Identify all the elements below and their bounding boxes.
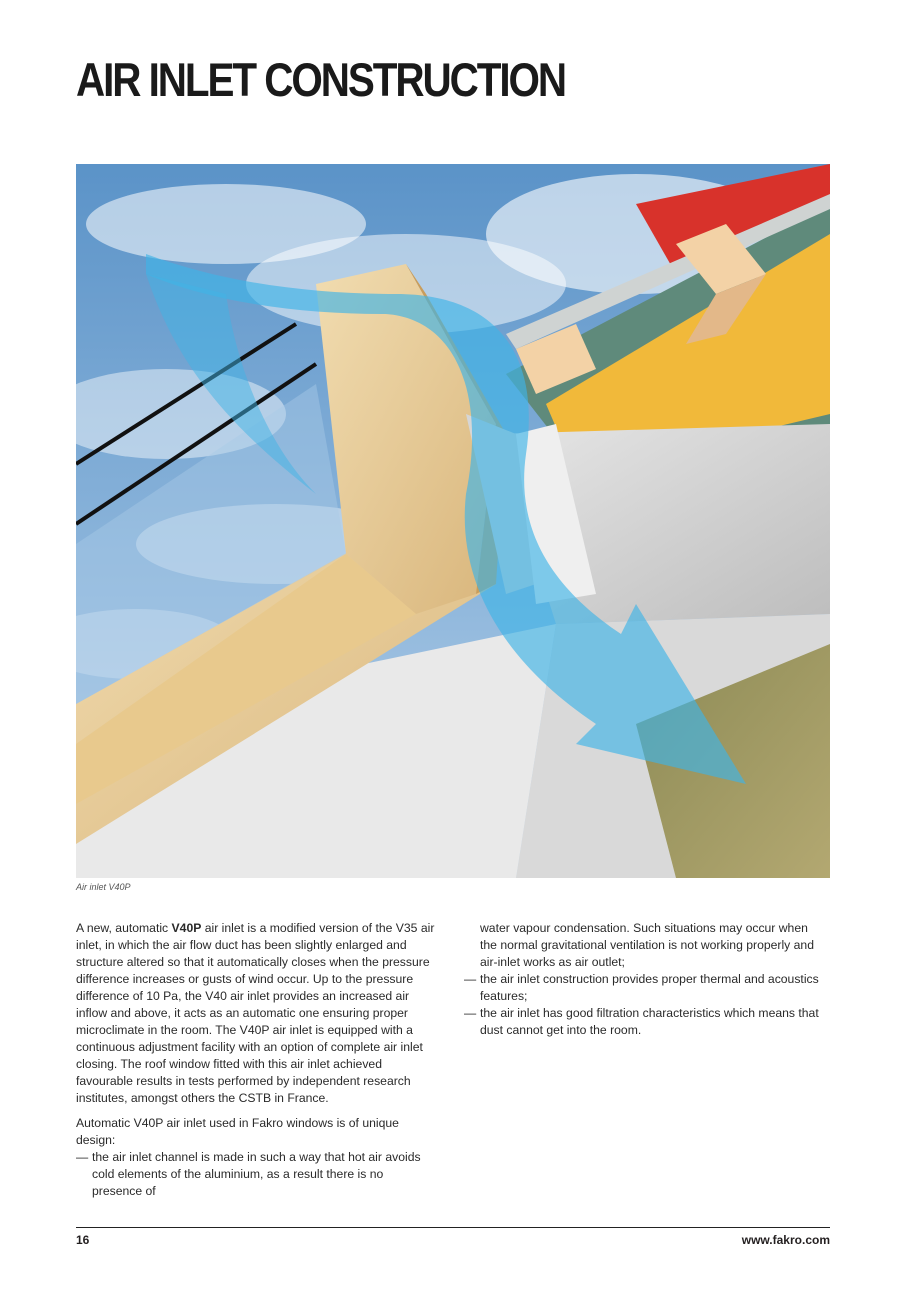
page-title: AIR INLET CONSTRUCTION [76,53,566,106]
text-column-left [76,920,436,1200]
page-number: 16 [76,1233,90,1247]
website-link[interactable]: www.fakro.com [741,1233,830,1247]
product-code: V40P [171,921,202,935]
dash-marker: — [464,1006,477,1020]
list-item-text: the air inlet has good filtration characteristics which means that dust cannot get into the room. [480,1006,819,1037]
list-item-continuation: water vapour condensation. Such situations may occur when the normal gravitational ventilation is not working properly and air-inlet works as air outlet; [480,921,814,969]
text-column-right [464,920,824,1039]
design-intro: Automatic V40P air inlet used in Fakro windows is of unique design: [76,1116,399,1147]
list-item [464,971,824,1005]
intro-text-rest: air inlet is a modified version of the V35 air inlet, in which the air flow duct has been slightly enlarged and structure altered so that it automatically closes when the pressure difference increases or gusts of wind occur. Up to the pressure difference of 10 Pa, the V40 air inlet provides an increased air inflow and above, it acts as an automatic one ensuring proper microclimate in the room. The V40P air inlet is equipped with a continuous adjustment facility with an option of complete air inlet closing. The roof window fitted with this air inlet achieved favourable results in tests performed by independent research institutes, amongst others the CSTB in France. [76,921,435,1105]
dash-marker: — [76,1150,89,1164]
air-inlet-illustration [76,164,830,878]
figure-caption: Air inlet V40P [76,882,131,892]
list-item-text: the air inlet channel is made in such a way that hot air avoids cold elements of the aluminium, as a result there is no presence of [92,1150,421,1198]
list-item [76,1149,436,1200]
list-item-text: the air inlet construction provides proper thermal and acoustics features; [480,972,819,1003]
footer-divider [76,1227,830,1228]
list-item [464,1005,824,1039]
intro-text-start: A new, automatic [76,921,172,935]
intro-paragraph [76,920,436,1107]
dash-marker: — [464,972,477,986]
